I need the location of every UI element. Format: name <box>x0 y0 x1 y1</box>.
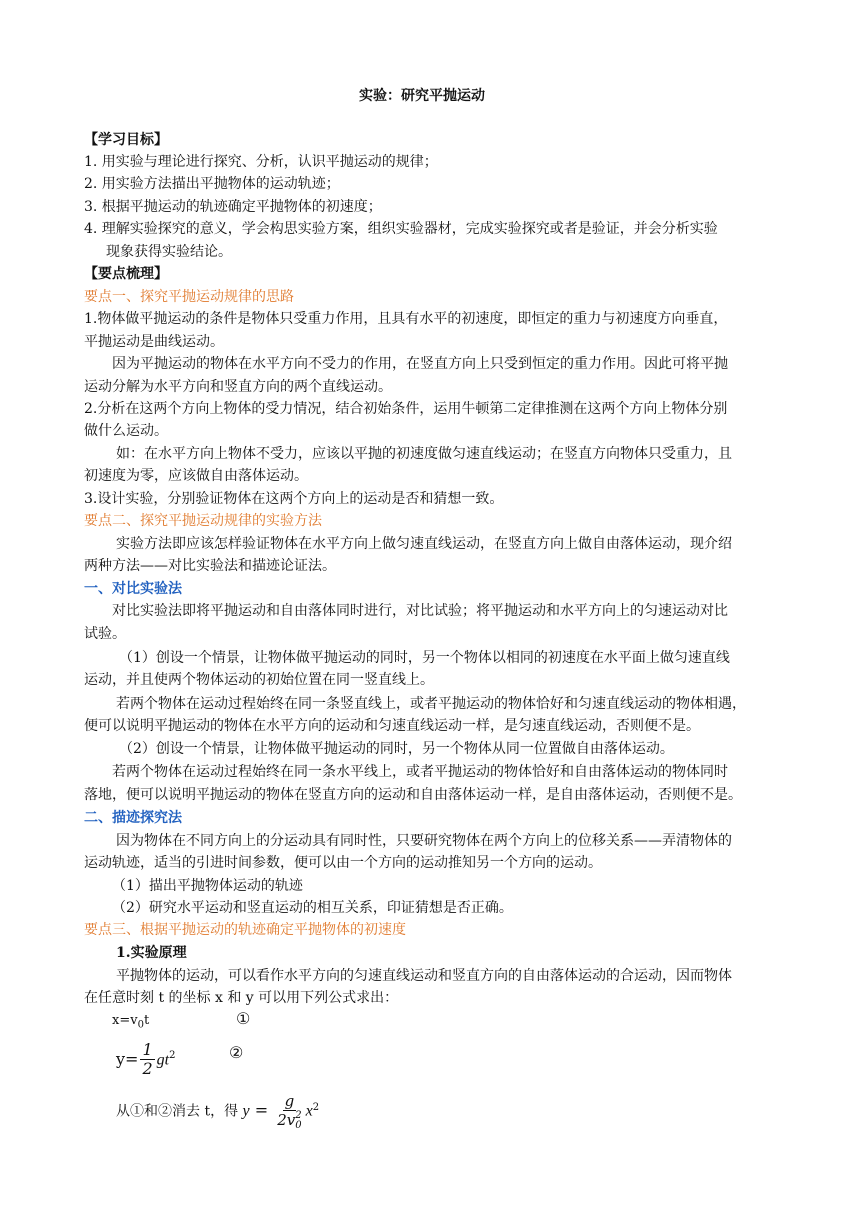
eq2-num: 1 <box>142 1040 153 1060</box>
equation-2 <box>116 1036 176 1079</box>
eq2-fraction <box>140 1041 154 1078</box>
p2-line-1: 实验方法即应该怎样验证物体在水平方向上做匀速直线运动，在竖直方向上做自由落体运动，现介绍 <box>116 536 732 552</box>
elim-den: 2v <box>277 1111 296 1130</box>
eq2-gt: gt <box>156 1051 170 1069</box>
p3-line-1: 平抛物体的运动，可以看作水平方向的匀速直线运动和竖直方向的自由落体运动的合运动，因而物体 <box>116 968 732 984</box>
m2-line-3: （1）描出平抛物体运动的轨迹 <box>112 878 303 894</box>
eq2-left: y= <box>116 1049 139 1069</box>
method1-header: 一、对比实验法 <box>84 581 182 597</box>
equation-2-tag: ② <box>229 1043 244 1062</box>
point2-header: 要点二、探究平抛运动规律的实验方法 <box>84 513 322 529</box>
m2-line-1: 因为物体在不同方向上的分运动具有同时性，只要研究物体在两个方向上的位移关系——弄清物体的 <box>116 833 732 849</box>
m1-line-1: 对比实验法即将平抛运动和自由落体同时进行，对比试验；将平抛运动和水平方向上的匀速运动对比 <box>112 603 728 619</box>
goal-4: 4. 理解实验探究的意义，学会构思实验方案，组织实验器材，完成实验探究或者是验证，并会分析实验 <box>84 221 718 237</box>
goal-2: 2. 用实验方法描出平抛物体的运动轨迹； <box>84 176 340 192</box>
equation-1 <box>112 1011 149 1036</box>
elim-num: g <box>284 1092 295 1111</box>
p1-line-4: 运动分解为水平方向和竖直方向的两个直线运动。 <box>84 379 392 395</box>
m1-line-5: 若两个物体在运动过程始终在同一条竖直线上，或者平抛运动的物体恰好和匀速直线运动的物体相遇， <box>116 696 746 712</box>
elimination-line <box>116 1086 319 1130</box>
method2-header: 二、描迹探究法 <box>84 810 182 826</box>
eq1-sub: 0 <box>137 1019 144 1031</box>
goal-1: 1. 用实验与理论进行探究、分析，认识平抛运动的规律； <box>84 154 438 170</box>
points-header: 【要点梳理】 <box>84 266 168 282</box>
elim-y: y <box>242 1102 250 1120</box>
elim-den-sup: 2 <box>295 1110 302 1122</box>
p1-line-9: 3.设计实验，分别验证物体在这两个方向上的运动是否和猜想一致。 <box>84 491 504 507</box>
m1-line-2: 试验。 <box>84 626 126 642</box>
goals-header-text: 【学习目标】 <box>84 132 168 148</box>
eq2-sup: 2 <box>169 1050 176 1061</box>
eq1-right: t <box>143 1013 150 1028</box>
eq2-den: 2 <box>142 1059 153 1079</box>
m1-line-6: 便可以说明平抛运动的物体在水平方向的运动和匀速直线运动一样，是匀速直线运动，否则便不是。 <box>84 718 700 734</box>
m2-line-2: 运动轨迹，适当的引进时间参数，便可以由一个方向的运动推知另一个方向的运动。 <box>84 855 602 871</box>
page-title: 实验：研究平抛运动 <box>359 88 485 104</box>
p2-line-2: 两种方法——对比实验法和描迹论证法。 <box>84 558 336 574</box>
elim-fraction <box>275 1092 303 1131</box>
elim-den-wrap <box>275 1111 303 1131</box>
m1-line-3: （1）创设一个情景，让物体做平抛运动的同时，另一个物体以相同的初速度在水平面上做匀速直线 <box>119 650 730 666</box>
m2-line-4: （2）研究水平运动和竖直运动的相互关系，印证猜想是否正确。 <box>112 900 513 916</box>
m1-line-4: 运动，并且使两个物体运动的初始位置在同一竖直线上。 <box>84 672 434 688</box>
goals-header <box>84 130 168 150</box>
elim-x-sup: 2 <box>312 1102 320 1113</box>
elim-text: 从①和②消去 t，得 <box>116 1103 239 1120</box>
goal-4-cont: 现象获得实验结论。 <box>106 244 232 260</box>
equation-1-tag: ① <box>236 1009 251 1028</box>
point1-header: 要点一、探究平抛运动规律的思路 <box>84 289 294 305</box>
point3-header: 要点三、根据平抛运动的轨迹确定平抛物体的初速度 <box>84 922 406 938</box>
p1-line-3: 因为平抛运动的物体在水平方向不受力的作用，在竖直方向上只受到恒定的重力作用。因此可将平抛 <box>112 356 728 372</box>
elim-eq: = <box>249 1100 274 1120</box>
goal-3: 3. 根据平抛运动的轨迹确定平抛物体的初速度； <box>84 199 382 215</box>
p1-line-5: 2.分析在这两个方向上物体的受力情况，结合初始条件，运用牛顿第二定律推测在这两个方向上物体分别 <box>84 401 728 417</box>
elim-den-scripts <box>295 1111 301 1131</box>
p1-line-6: 做什么运动。 <box>84 423 168 439</box>
p3-subheader: 1.实验原理 <box>116 945 187 961</box>
elim-den-sub: 0 <box>295 1120 302 1132</box>
m1-line-9: 落地，便可以说明平抛运动的物体在竖直方向的运动和自由落体运动一样，是自由落体运动，否则便不是。 <box>84 787 742 803</box>
m1-line-8: 若两个物体在运动过程始终在同一条水平线上，或者平抛运动的物体恰好和自由落体运动的物体同时 <box>112 764 728 780</box>
eq1-left: x=v <box>112 1013 138 1028</box>
p3-line-2: 在任意时刻 t 的坐标 x 和 y 可以用下列公式求出： <box>84 990 399 1006</box>
p1-line-7: 如：在水平方向上物体不受力，应该以平抛的初速度做匀速直线运动；在竖直方向物体只受重力，且 <box>116 446 732 462</box>
p1-line-2: 平抛运动是曲线运动。 <box>84 334 224 350</box>
elim-x: x <box>305 1102 313 1120</box>
p1-line-8: 初速度为零，应该做自由落体运动。 <box>84 468 308 484</box>
p1-line-1: 1.物体做平抛运动的条件是物体只受重力作用，且具有水平的初速度，即恒定的重力与初速度方向垂直， <box>84 311 728 327</box>
m1-line-7: （2）创设一个情景，让物体做平抛运动的同时，另一个物体从同一位置做自由落体运动。 <box>119 741 674 757</box>
